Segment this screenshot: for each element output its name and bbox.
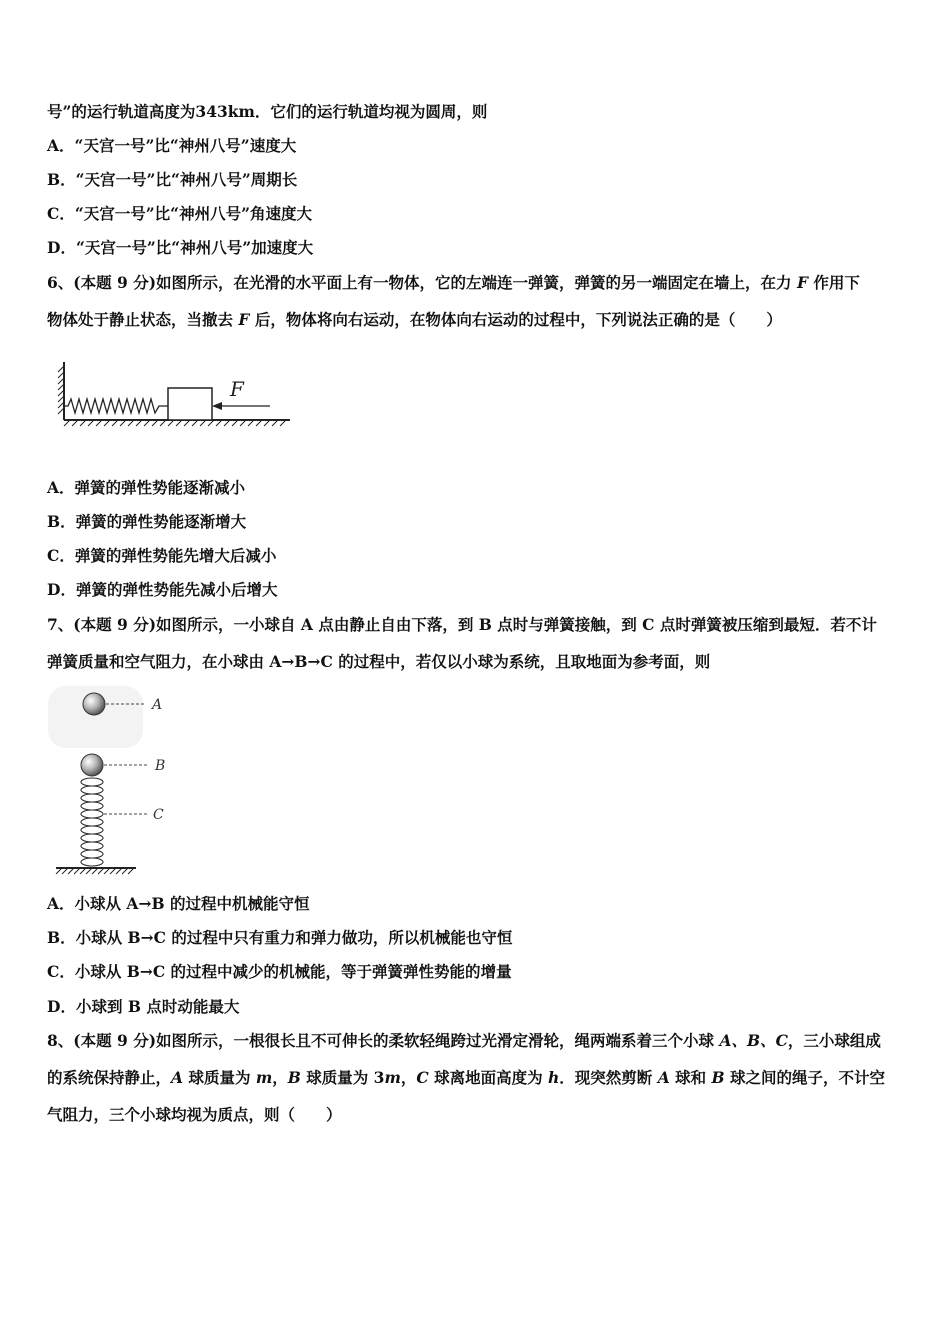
q8-text: ， (400, 1068, 417, 1087)
option-letter: A． (47, 894, 75, 913)
q8-text: 球离地面高度为 (428, 1068, 549, 1087)
q6-option-c[interactable] (47, 546, 276, 566)
q6-var-f: F (796, 273, 808, 292)
ball-spring-figure (48, 686, 188, 882)
q6-stem-line2 (47, 310, 782, 330)
q7-option-b[interactable] (47, 928, 512, 948)
q8-text: 球质量为 (183, 1068, 256, 1087)
option-text: “天宫一号”比“神州八号”速度大 (74, 136, 297, 155)
q8-text: ，三小球组成 (787, 1031, 881, 1050)
q8-text: 球质量为 3 (300, 1068, 385, 1087)
q6-var-f: F (238, 310, 250, 329)
q6-text: 后，物体将向右运动，在物体向右运动的过程中，下列说法正确的是（ ） (249, 310, 782, 329)
q7-option-d[interactable] (47, 997, 239, 1017)
option-letter: D． (47, 997, 76, 1016)
q8-text: 8、(本题 9 分)如图所示，一根很长且不可伸长的柔软轻绳跨过光滑定滑轮，绳两端系着三个小球 (47, 1031, 720, 1050)
q8-text: 球和 (669, 1068, 712, 1087)
q6-option-a[interactable] (47, 478, 245, 498)
spring-block-figure (56, 358, 296, 430)
q8-text: ， (272, 1068, 288, 1087)
option-text: “天宫一号”比“神州八号”加速度大 (75, 238, 314, 257)
block (168, 388, 212, 420)
vertical-spring (81, 778, 103, 866)
option-letter: D． (47, 238, 76, 257)
option-text: “天宫一号”比“神州八号”角速度大 (74, 204, 313, 223)
q7-option-c[interactable] (47, 962, 512, 982)
label-b: B (155, 758, 166, 774)
q8-stem-line3: 气阻力，三个小球均视为质点，则（ ） (47, 1105, 342, 1124)
option-text: “天宫一号”比“神州八号”周期长 (75, 170, 298, 189)
q8-var: A (657, 1068, 670, 1087)
option-letter: B． (47, 512, 76, 531)
q7-stem-line2: 弹簧质量和空气阻力，在小球由 A→B→C 的过程中，若仅以小球为系统，且取地面为参考面，则 (47, 652, 711, 671)
q8-var: h (548, 1068, 560, 1087)
option-text: 小球从 B→C 的过程中只有重力和弹力做功，所以机械能也守恒 (75, 928, 513, 947)
option-text: 小球从 A→B 的过程中机械能守恒 (74, 894, 310, 913)
q8-var: B (287, 1068, 301, 1087)
q8-text: 球之间的绳子，不计空 (724, 1068, 886, 1087)
q5-option-c[interactable] (47, 204, 312, 224)
spring-zigzag (64, 399, 168, 413)
label-c: C (153, 807, 164, 823)
q6-text: 6、(本题 9 分)如图所示，在光滑的水平面上有一物体，它的左端连一弹簧，弹簧的另一端固定在墙上，在力 (47, 273, 797, 292)
q8-var: A (171, 1068, 184, 1087)
q8-stem-line1 (47, 1031, 881, 1051)
option-text: 小球到 B 点时动能最大 (75, 997, 240, 1016)
option-letter: C． (47, 962, 75, 981)
option-text: 弹簧的弹性势能逐渐增大 (75, 512, 247, 531)
ball-a (83, 693, 105, 715)
q8-stem-line2 (47, 1068, 885, 1088)
q8-var: C (416, 1068, 429, 1087)
q6-text: 作用下 (807, 273, 860, 292)
option-letter: C． (47, 204, 75, 223)
option-text: 弹簧的弹性势能先增大后减小 (74, 546, 277, 565)
option-letter: A． (47, 136, 75, 155)
q8-text: 的系统保持静止， (47, 1068, 172, 1087)
ball-b (81, 754, 103, 776)
q8-var: B (711, 1068, 725, 1087)
force-label: F (230, 377, 244, 401)
option-letter: A． (47, 478, 75, 497)
option-text: 小球从 B→C 的过程中减少的机械能，等于弹簧弹性势能的增量 (74, 962, 512, 981)
option-letter: D． (47, 580, 76, 599)
q6-text: 物体处于静止状态，当撤去 (47, 310, 239, 329)
option-letter: B． (47, 170, 76, 189)
label-a: A (152, 697, 163, 713)
q5-option-a[interactable] (47, 136, 296, 156)
q7-option-a[interactable] (47, 894, 309, 914)
q7-stem-line1: 7、(本题 9 分)如图所示，一小球自 A 点由静止自由下落，到 B 点时与弹簧接触，到 C 点时弹簧被压缩到最短．若不计 (47, 615, 877, 634)
q5-option-d[interactable] (47, 238, 313, 258)
option-letter: B． (47, 928, 76, 947)
force-arrow-head (212, 402, 222, 410)
q8-var: m (384, 1068, 401, 1087)
q5-continuation: 号”的运行轨道高度为343km．它们的运行轨道均视为圆周，则 (47, 102, 488, 121)
option-text: 弹簧的弹性势能先减小后增大 (75, 580, 278, 599)
q6-stem-line1 (47, 273, 860, 293)
q5-option-b[interactable] (47, 170, 297, 190)
option-letter: C． (47, 546, 75, 565)
q8-text: ．现突然剪断 (559, 1068, 658, 1087)
q8-var: m (255, 1068, 273, 1087)
q6-option-b[interactable] (47, 512, 246, 532)
q6-option-d[interactable] (47, 580, 277, 600)
q8-vars: A、B、C (719, 1031, 788, 1050)
option-text: 弹簧的弹性势能逐渐减小 (74, 478, 246, 497)
